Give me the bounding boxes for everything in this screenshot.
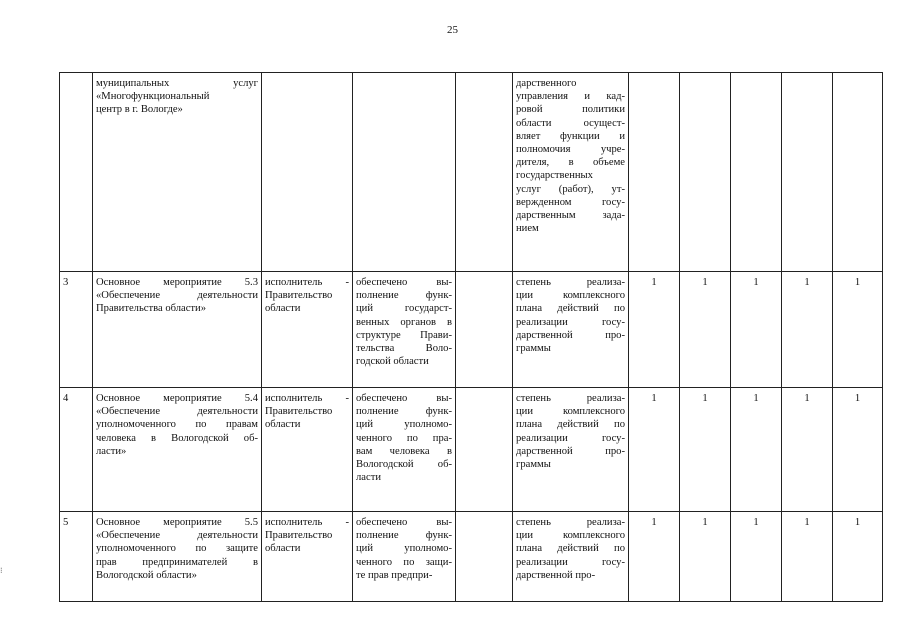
event-name-line: уполномоченного по правам bbox=[96, 419, 258, 431]
indicator-value: 1 bbox=[680, 388, 731, 512]
indicator bbox=[513, 388, 629, 512]
expected-result-line: тельства Воло- bbox=[356, 343, 452, 355]
indicator-line: полномочия учре- bbox=[516, 144, 625, 156]
expected-result bbox=[353, 272, 456, 388]
indicator-line: дарственным зада- bbox=[516, 210, 625, 222]
event-name-line: прав предпринимателей в bbox=[96, 556, 258, 568]
indicator bbox=[513, 512, 629, 602]
event-name-line: «Многофункциональный bbox=[96, 91, 210, 103]
executor bbox=[262, 73, 353, 272]
page-number: 25 bbox=[447, 24, 458, 36]
indicator-line: степень реализа- bbox=[516, 277, 625, 288]
indicator-value: 1 bbox=[782, 388, 833, 512]
expected-result-line: ций уполномо- bbox=[356, 543, 452, 555]
indicator-line: степень реализа- bbox=[516, 517, 625, 528]
expected-result bbox=[353, 73, 456, 272]
expected-result-line: обеспечено вы- bbox=[356, 277, 452, 288]
indicator-line: вержденном госу- bbox=[516, 196, 625, 208]
indicator-value: 1 bbox=[680, 272, 731, 388]
event-name bbox=[93, 73, 262, 272]
expected-result bbox=[353, 388, 456, 512]
indicator-value: 1 bbox=[782, 272, 833, 388]
expected-result-line: ций уполномо- bbox=[356, 419, 452, 431]
event-name-line: человека в Вологодской об- bbox=[96, 432, 258, 444]
executor-line: исполнитель - bbox=[265, 517, 349, 528]
event-name-line: Основное мероприятие 5.5 bbox=[96, 517, 258, 528]
indicator-value: 1 bbox=[731, 512, 782, 602]
expected-result-line: те прав предпри- bbox=[356, 569, 433, 581]
indicator-line: дителя, в объеме bbox=[516, 157, 625, 169]
expected-result-line: обеспечено вы- bbox=[356, 393, 452, 404]
indicator-value: 1 bbox=[629, 272, 680, 388]
indicator-line: нием bbox=[516, 223, 539, 235]
expected-result-line: полнение функ- bbox=[356, 290, 452, 302]
event-name-line: Основное мероприятие 5.4 bbox=[96, 393, 258, 404]
event-name-line: ласти» bbox=[96, 445, 127, 457]
expected-result-line: обеспечено вы- bbox=[356, 517, 452, 528]
event-name-line: Основное мероприятие 5.3 bbox=[96, 277, 258, 288]
executor-line: Правительство bbox=[265, 530, 333, 542]
row-number: 4 bbox=[60, 388, 93, 512]
event-name bbox=[93, 272, 262, 388]
table-row bbox=[60, 388, 883, 512]
indicator-line: дарственной про- bbox=[516, 329, 625, 341]
indicator-line: ции комплексного bbox=[516, 530, 625, 542]
indicator-line: ции комплексного bbox=[516, 290, 625, 302]
expected-result-line: вам человека в bbox=[356, 445, 452, 457]
event-name-line: «Обеспечение деятельности bbox=[96, 290, 258, 302]
expected-result-line: ласти bbox=[356, 472, 381, 484]
event-name-line: Правительства области» bbox=[96, 303, 207, 315]
indicator-value: 1 bbox=[833, 388, 883, 512]
indicator-line: реализации госу- bbox=[516, 432, 625, 444]
indicator-line: государственных bbox=[516, 170, 593, 182]
indicator-line: плана действий по bbox=[516, 543, 625, 555]
event-name-line: центр в г. Вологде» bbox=[96, 104, 183, 116]
event-name bbox=[93, 512, 262, 602]
event-name-line: уполномоченного по защите bbox=[96, 543, 258, 555]
indicator-value: 1 bbox=[629, 512, 680, 602]
expected-result-line: годской области bbox=[356, 356, 429, 368]
indicator-value: 1 bbox=[782, 512, 833, 602]
indicator-line: плана действий по bbox=[516, 419, 625, 431]
expected-result-line: ций государст- bbox=[356, 303, 452, 315]
indicator-value bbox=[680, 73, 731, 272]
table-row bbox=[60, 272, 883, 388]
indicator-line: услуг (работ), ут- bbox=[516, 183, 625, 195]
indicator-value bbox=[833, 73, 883, 272]
expected-result-line: полнение функ- bbox=[356, 530, 452, 542]
empty-cell bbox=[456, 73, 513, 272]
indicator-value: 1 bbox=[680, 512, 731, 602]
row-number bbox=[60, 73, 93, 272]
executor-line: области bbox=[265, 419, 301, 431]
event-name-line: Вологодской области» bbox=[96, 569, 197, 581]
executor-line: области bbox=[265, 303, 301, 315]
empty-cell bbox=[456, 512, 513, 602]
measures-table bbox=[59, 72, 883, 602]
event-name bbox=[93, 388, 262, 512]
indicator-line: реализации госу- bbox=[516, 556, 625, 568]
executor bbox=[262, 388, 353, 512]
indicator-value: 1 bbox=[833, 272, 883, 388]
expected-result-line: структуре Прави- bbox=[356, 329, 452, 341]
indicator-value: 1 bbox=[731, 388, 782, 512]
event-name-line: «Обеспечение деятельности bbox=[96, 530, 258, 542]
expected-result bbox=[353, 512, 456, 602]
expected-result-line: Вологодской об- bbox=[356, 459, 452, 471]
expected-result-line: ченного по пра- bbox=[356, 432, 452, 444]
indicator-value: 1 bbox=[731, 272, 782, 388]
indicator-line: граммы bbox=[516, 459, 551, 471]
table-row bbox=[60, 73, 883, 272]
indicator-line: плана действий по bbox=[516, 303, 625, 315]
empty-cell bbox=[456, 272, 513, 388]
indicator-line: управления и кад- bbox=[516, 91, 625, 103]
executor-line: исполнитель - bbox=[265, 277, 349, 288]
indicator-line: дарственной про- bbox=[516, 569, 596, 581]
indicator-line: области осущест- bbox=[516, 117, 625, 129]
indicator-line: граммы bbox=[516, 343, 551, 355]
indicator bbox=[513, 272, 629, 388]
row-number: 5 bbox=[60, 512, 93, 602]
indicator-value bbox=[731, 73, 782, 272]
indicator-value bbox=[629, 73, 680, 272]
executor bbox=[262, 272, 353, 388]
executor bbox=[262, 512, 353, 602]
indicator bbox=[513, 73, 629, 272]
indicator-line: степень реализа- bbox=[516, 393, 625, 404]
indicator-line: вляет функции и bbox=[516, 130, 625, 142]
empty-cell bbox=[456, 388, 513, 512]
indicator-value bbox=[782, 73, 833, 272]
event-name-line: муниципальных услуг bbox=[96, 78, 258, 89]
indicator-line: ции комплексного bbox=[516, 406, 625, 418]
indicator-line: дарственной про- bbox=[516, 445, 625, 457]
row-number: 3 bbox=[60, 272, 93, 388]
executor-line: области bbox=[265, 543, 301, 555]
table-row bbox=[60, 512, 883, 602]
indicator-line: ровой политики bbox=[516, 104, 625, 116]
executor-line: Правительство bbox=[265, 406, 333, 418]
executor-line: Правительство bbox=[265, 290, 333, 302]
indicator-value: 1 bbox=[833, 512, 883, 602]
expected-result-line: ченного по защи- bbox=[356, 556, 452, 568]
executor-line: исполнитель - bbox=[265, 393, 349, 404]
indicator-line: дарственного bbox=[516, 78, 577, 89]
expected-result-line: полнение функ- bbox=[356, 406, 452, 418]
indicator-value: 1 bbox=[629, 388, 680, 512]
scan-edge-mark: ⁝ bbox=[0, 566, 3, 575]
expected-result-line: венных органов в bbox=[356, 316, 452, 328]
indicator-line: реализации госу- bbox=[516, 316, 625, 328]
event-name-line: «Обеспечение деятельности bbox=[96, 406, 258, 418]
